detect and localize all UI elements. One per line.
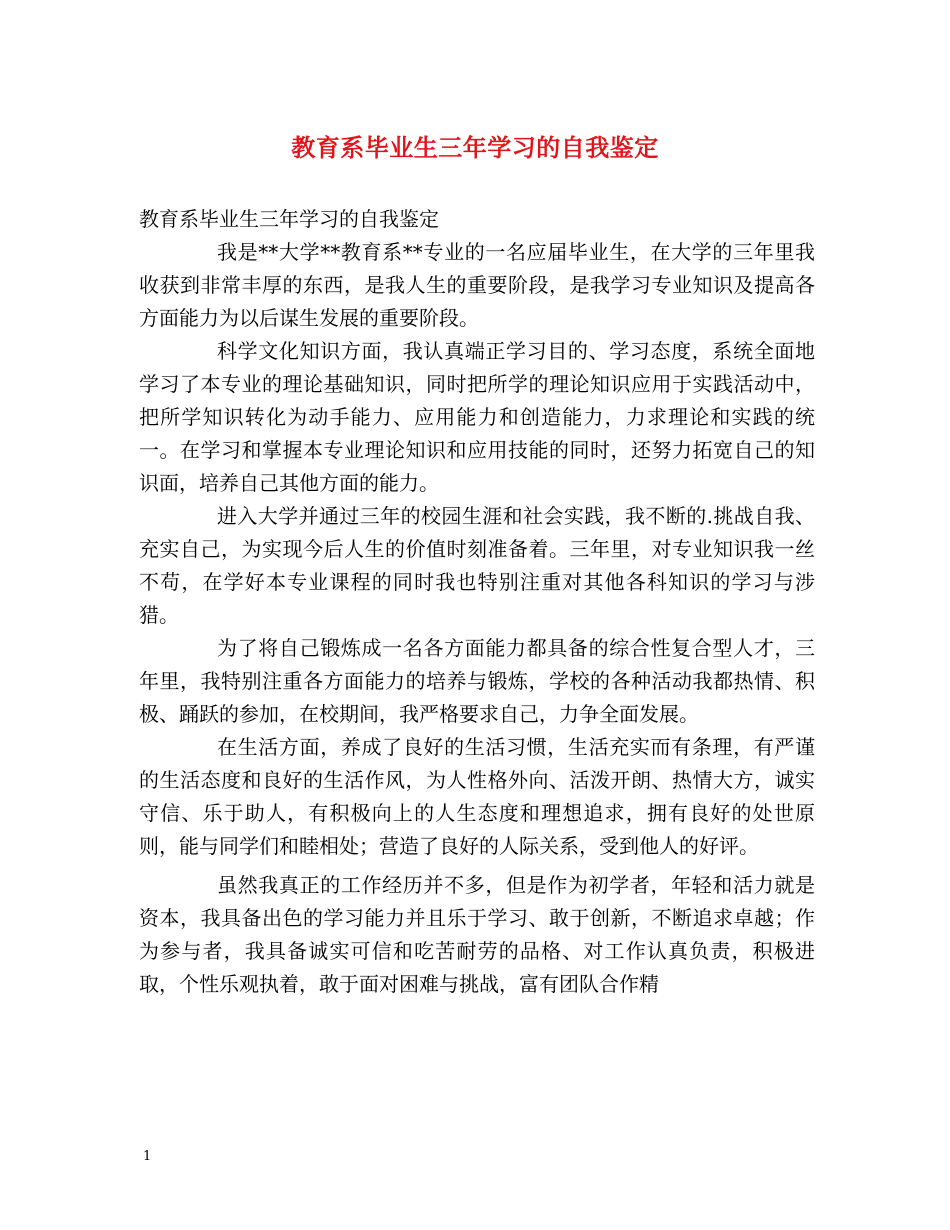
document-title: 教育系毕业生三年学习的自我鉴定 bbox=[291, 133, 659, 162]
page-number: 1 bbox=[143, 1149, 152, 1164]
document-subtitle: 教育系毕业生三年学习的自我鉴定 bbox=[139, 207, 439, 231]
paragraph-intro: 我是**大学**教育系**专业的一名应届毕业生，在大学的三年里我收获到非常丰厚的东西，是我人生的重要阶段，是我学习专业知识及提高各方面能力为以后谋生发展的重要阶段。 bbox=[139, 240, 815, 330]
paragraph-work: 虽然我真正的工作经历并不多，但是作为初学者，年轻和活力就是资本，我具备出色的学习能力并且乐于学习、敢于创新，不断追求卓越；作为参与者，我具备诚实可信和吃苦耐劳的品格、对工作认真负责，积极进取，个性乐观执着，敢于面对困难与挑战，富有团队合作精 bbox=[139, 873, 815, 996]
document-body bbox=[139, 203, 815, 1001]
paragraph-life: 在生活方面，养成了良好的生活习惯，生活充实而有条理，有严谨的生活态度和良好的生活作风，为人性格外向、活泼开朗、热情大方，诚实守信、乐于助人，有积极向上的人生态度和理想追求，拥有良好的处世原则，能与同学们和睦相处；营造了良好的人际关系，受到他人的好评。 bbox=[139, 735, 815, 858]
paragraph-challenge: 进入大学并通过三年的校园生涯和社会实践，我不断的.挑战自我、充实自己，为实现今后人生的价值时刻准备着。三年里，对专业知识我一丝不苟，在学好本专业课程的同时我也特别注重对其他各科知识的学习与涉猎。 bbox=[139, 504, 815, 627]
paragraph-abilities: 为了将自己锻炼成一名各方面能力都具备的综合性复合型人才，三年里，我特别注重各方面能力的培养与锻炼，学校的各种活动我都热情、积极、踊跃的参加，在校期间，我严格要求自己，力争全面发展。 bbox=[139, 636, 815, 726]
paragraph-knowledge: 科学文化知识方面，我认真端正学习目的、学习态度，系统全面地学习了本专业的理论基础知识，同时把所学的理论知识应用于实践活动中，把所学知识转化为动手能力、应用能力和创造能力，力求理论和实践的统一。在学习和掌握本专业理论知识和应用技能的同时，还努力拓宽自己的知识面，培养自己其他方面的能力。 bbox=[139, 339, 815, 495]
